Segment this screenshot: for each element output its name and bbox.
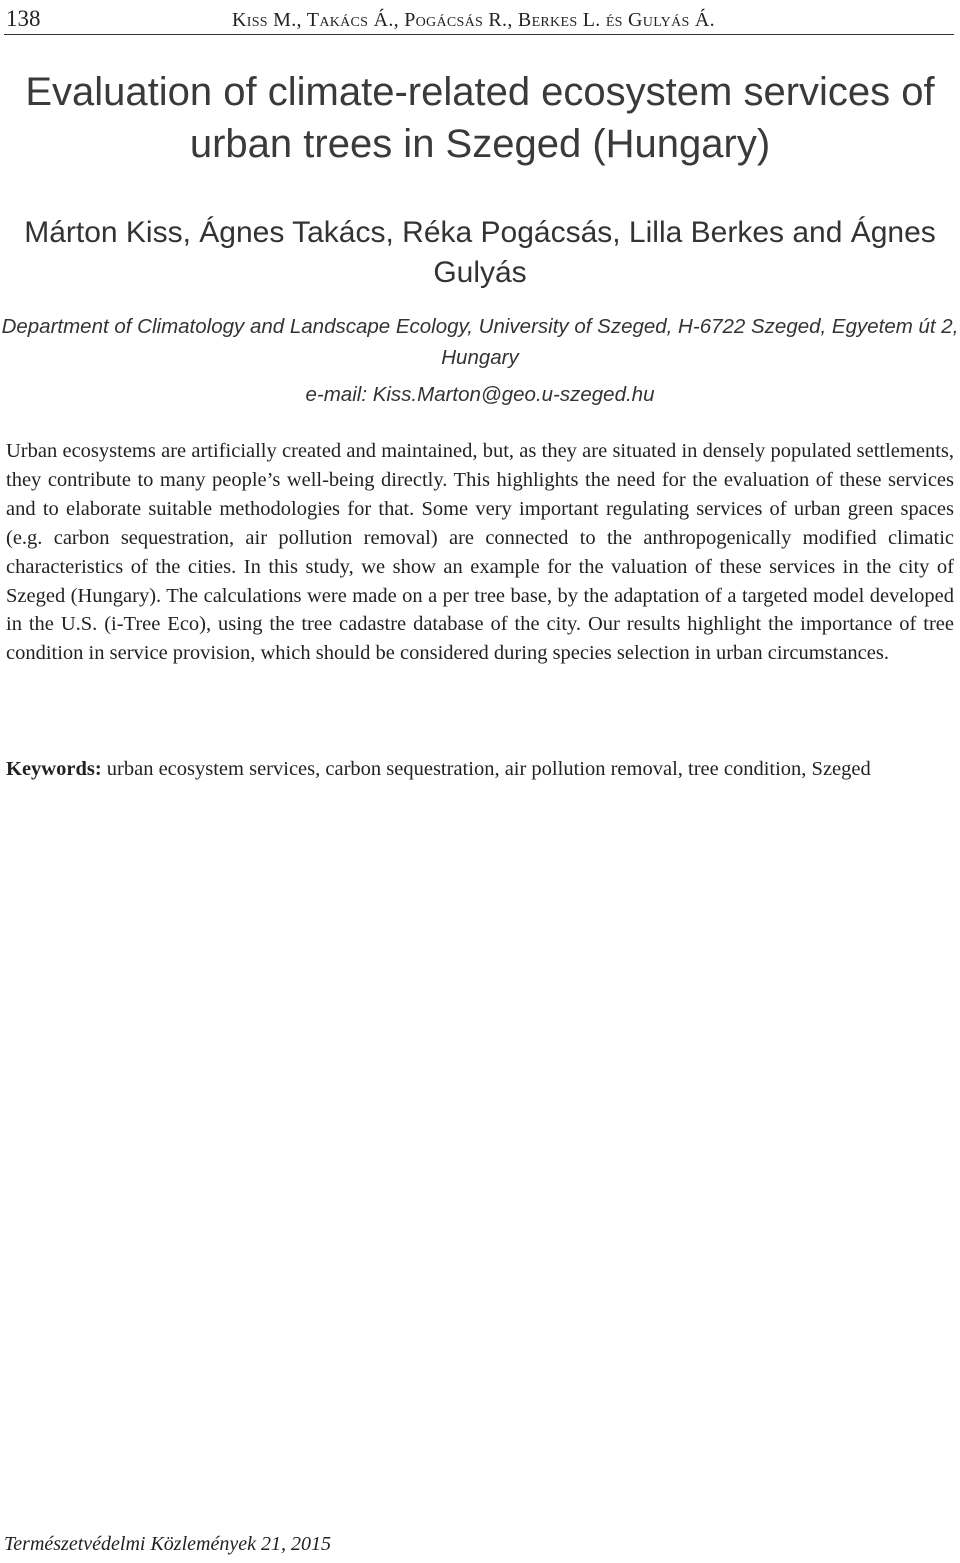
author-affiliation: Department of Climatology and Landscape Ecology, University of Szeged, H-6722 Szeged, Egyetem út 2, Hungary — [1, 315, 959, 369]
running-header — [4, 4, 954, 35]
author-list: Márton Kiss, Ágnes Takács, Réka Pogácsás, Lilla Berkes and Ágnes Gulyás — [24, 216, 936, 289]
keywords-list: urban ecosystem services, carbon sequestration, air pollution removal, tree condition, Szeged — [106, 758, 871, 780]
running-authors: Kiss M., Takács Á., Pogácsás R., Berkes L. és Gulyás Á. — [232, 9, 715, 31]
keywords — [6, 755, 954, 784]
abstract: Urban ecosystems are artificially created and maintained, but, as they are situated in densely populated settlements, they contribute to many people’s well-being directly. This highlights the need for the evaluation of these services and to elaborate suitable methodologies for that. Some very important regulating services of urban green spaces (e.g. carbon sequestration, air pollution removal) are connected to the anthropogenically modified climatic characteristics of the cities. In this study, we show an example for the valuation of these services in the city of Szeged (Hungary). The calculations were made on a per tree base, by the adaptation of a targeted model developed in the U.S. (i-Tree Eco), using the tree cadastre database of the city. Our results highlight the importance of tree condition in service provision, which should be considered during species selection in urban circumstances. — [6, 440, 954, 665]
contact-email: e-mail: Kiss.Marton@geo.u-szeged.hu — [305, 383, 655, 406]
article-title: Evaluation of climate-related ecosystem services of urban trees in Szeged (Hungary) — [25, 70, 935, 166]
page-number: 138 — [6, 6, 41, 31]
keywords-label: Keywords: — [6, 758, 102, 780]
journal-footer: Természetvédelmi Közlemények 21, 2015 — [4, 1533, 331, 1555]
